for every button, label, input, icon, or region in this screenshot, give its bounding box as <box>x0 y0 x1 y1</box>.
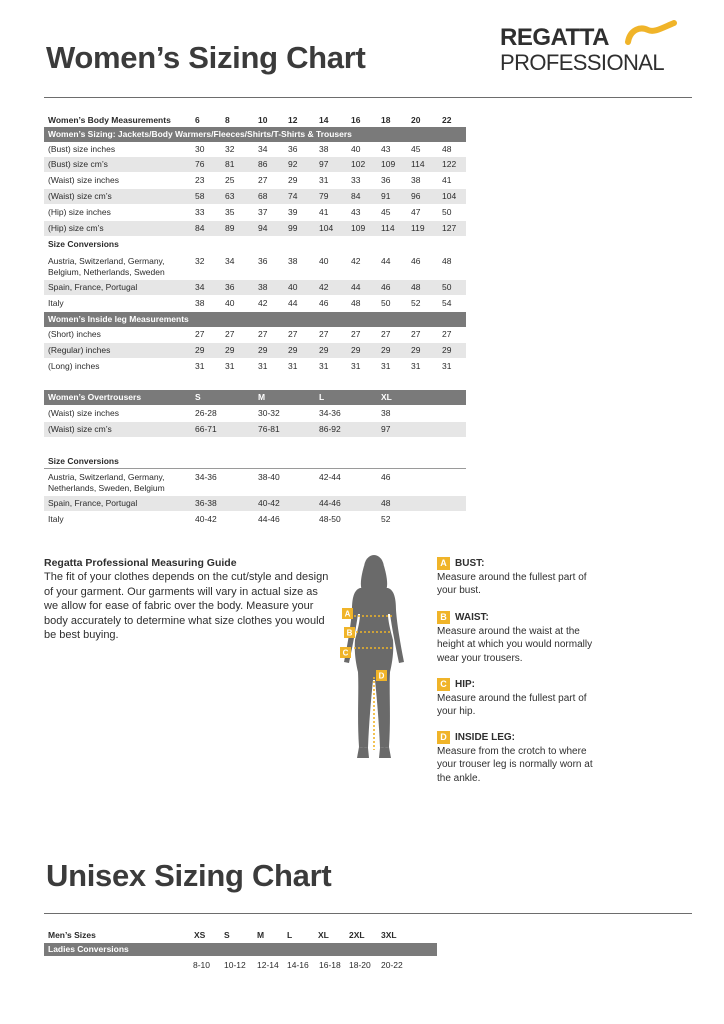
table-cell: 74 <box>288 191 298 201</box>
table-row <box>44 296 466 311</box>
table-row <box>44 406 466 421</box>
table-cell: 23 <box>195 175 205 185</box>
table-cell: 66-71 <box>195 424 217 434</box>
legend-bust <box>437 557 607 598</box>
table-cell: 27 <box>288 329 298 339</box>
ladies-conversions-header <box>44 943 437 956</box>
table-cell: 68 <box>258 191 268 201</box>
table-cell: 44-46 <box>319 498 341 508</box>
table-cell: 48 <box>442 256 452 266</box>
table-cell: 29 <box>319 345 329 355</box>
table-cell: 43 <box>351 207 361 217</box>
table-cell: 42-44 <box>319 472 341 482</box>
table-cell: 25 <box>225 175 235 185</box>
table-cell: 97 <box>319 159 329 169</box>
row-label: Spain, France, Portugal <box>48 282 138 292</box>
table-row <box>44 327 466 342</box>
table-cell: 36 <box>258 256 268 266</box>
table-cell: 96 <box>411 191 421 201</box>
table-cell: 31 <box>411 361 421 371</box>
table-row <box>44 142 466 157</box>
table-cell: 104 <box>319 223 334 233</box>
table-cell: 38 <box>258 282 268 292</box>
subsection-header <box>44 454 466 469</box>
table-cell: 76 <box>195 159 205 169</box>
table-cell: 114 <box>411 159 425 169</box>
size-header: S <box>224 930 230 940</box>
table-row <box>44 189 466 204</box>
table-cell: 27 <box>258 329 268 339</box>
table-cell: 41 <box>442 175 452 185</box>
size-header: 18 <box>381 115 391 125</box>
table-cell: 31 <box>381 361 391 371</box>
table-cell: 40-42 <box>258 498 280 508</box>
size-header: XL <box>318 930 329 940</box>
table-cell: 48 <box>411 282 421 292</box>
table-cell: 50 <box>442 282 452 292</box>
row-label: Italy <box>48 514 64 524</box>
header-rule <box>44 97 692 98</box>
ladies-value: 14-16 <box>287 960 309 970</box>
table-cell: 40 <box>319 256 329 266</box>
table-cell: 92 <box>288 159 298 169</box>
table-cell: 86 <box>258 159 268 169</box>
table-cell: 122 <box>442 159 457 169</box>
table-cell: 63 <box>225 191 235 201</box>
legend-text: Measure from the crotch to where your trouser leg is normally worn at the ankle. <box>437 745 593 784</box>
table-cell: 31 <box>225 361 235 371</box>
ladies-value: 20-22 <box>381 960 403 970</box>
table-cell: 31 <box>319 361 329 371</box>
row-label: (Short) inches <box>48 329 101 339</box>
table-cell: 31 <box>319 175 329 185</box>
table-cell: 42 <box>319 282 329 292</box>
table-cell: 97 <box>381 424 391 434</box>
size-header: 8 <box>225 115 230 125</box>
row-label: Austria, Switzerland, Germany, Belgium, Netherlands, Sweden <box>48 256 165 277</box>
table-cell: 29 <box>195 345 205 355</box>
table-cell: 84 <box>195 223 205 233</box>
table-cell: 36 <box>381 175 391 185</box>
table-cell: 86-92 <box>319 424 341 434</box>
table-cell: 52 <box>411 298 421 308</box>
table-cell: 45 <box>411 144 421 154</box>
table-cell: 46 <box>411 256 421 266</box>
table-cell: 41 <box>319 207 329 217</box>
legend-title: WAIST: <box>455 612 489 623</box>
table-cell: 30 <box>195 144 205 154</box>
table-cell: 27 <box>319 329 329 339</box>
table-cell: 31 <box>288 361 298 371</box>
table-cell: 44 <box>288 298 298 308</box>
ladies-value: 12-14 <box>257 960 279 970</box>
table-cell: 114 <box>381 223 395 233</box>
figure-marker-d: D <box>378 671 385 681</box>
table-cell: 27 <box>442 329 452 339</box>
table-cell: 29 <box>288 175 298 185</box>
row-label: (Waist) size inches <box>48 175 120 185</box>
table-cell: 31 <box>195 361 205 371</box>
size-header: 2XL <box>349 930 365 940</box>
table-cell: 27 <box>381 329 391 339</box>
ladies-conversions-row <box>44 959 437 972</box>
table-cell: S <box>195 392 201 402</box>
row-label: Women’s Overtrousers <box>48 392 142 402</box>
table-cell: 32 <box>225 144 235 154</box>
legend-text: Measure around the waist at the height at which you would normally wear your trousers. <box>437 625 593 664</box>
table-cell: 46 <box>381 472 391 482</box>
size-header: 14 <box>319 115 329 125</box>
row-label: (Bust) size cm’s <box>48 159 108 169</box>
table-cell: 44 <box>381 256 391 266</box>
table-row <box>44 359 466 374</box>
table-cell: 29 <box>351 345 361 355</box>
table-row <box>44 253 466 281</box>
table-cell: 99 <box>288 223 298 233</box>
size-header: L <box>287 930 293 940</box>
table-row <box>44 343 466 358</box>
table-cell: 34-36 <box>195 472 217 482</box>
table-cell: 48-50 <box>319 514 341 524</box>
table-cell: 84 <box>351 191 361 201</box>
table-cell: 40 <box>225 298 235 308</box>
badge-b: B <box>437 611 450 624</box>
size-header: 12 <box>288 115 298 125</box>
table-cell: 91 <box>381 191 391 201</box>
table-cell: 54 <box>442 298 452 308</box>
badge-a: A <box>437 557 450 570</box>
row-label: (Bust) size inches <box>48 144 116 154</box>
table-header-row <box>44 113 466 128</box>
row-label: (Waist) size cm’s <box>48 424 112 434</box>
table-cell: 27 <box>411 329 421 339</box>
table-cell: 48 <box>381 498 391 508</box>
table-cell: 47 <box>411 207 421 217</box>
figure-marker-a: A <box>344 609 351 619</box>
body-silhouette-figure <box>330 552 410 767</box>
table-cell: 119 <box>411 223 425 233</box>
row-label: (Hip) size inches <box>48 207 111 217</box>
table-cell: 109 <box>351 223 366 233</box>
table-cell: 42 <box>258 298 268 308</box>
row-label: Size Conversions <box>48 239 119 249</box>
table-cell: 29 <box>381 345 391 355</box>
size-header: 22 <box>442 115 452 125</box>
table-row <box>44 469 466 497</box>
table-cell: 31 <box>258 361 268 371</box>
ladies-value: 8-10 <box>193 960 211 970</box>
table-cell: 38 <box>411 175 421 185</box>
figure-marker-b: B <box>346 628 353 638</box>
table-cell: 45 <box>381 207 391 217</box>
table-cell: 31 <box>442 361 452 371</box>
section-header <box>44 390 466 405</box>
legend-waist <box>437 611 607 665</box>
table-cell: 42 <box>351 256 361 266</box>
page-title: Women’s Sizing Chart <box>46 40 366 75</box>
legend-hip <box>437 678 607 719</box>
table-cell: 58 <box>195 191 205 201</box>
brand-logo <box>500 20 690 76</box>
table-cell: 43 <box>381 144 391 154</box>
ladies-value: 10-12 <box>224 960 246 970</box>
table-cell: 34-36 <box>319 408 341 418</box>
table-cell: 30-32 <box>258 408 280 418</box>
brand-swoosh-icon <box>624 20 680 46</box>
table-cell: XL <box>381 392 392 402</box>
size-header: 10 <box>258 115 268 125</box>
table-cell: 109 <box>381 159 396 169</box>
table-cell: 36 <box>288 144 298 154</box>
table-cell: 89 <box>225 223 235 233</box>
badge-d: D <box>437 731 450 744</box>
legend-title: INSIDE LEG: <box>455 732 516 743</box>
size-header: M <box>257 930 265 940</box>
table-cell: 46 <box>319 298 329 308</box>
unisex-rule <box>44 913 692 914</box>
row-label: Spain, France, Portugal <box>48 498 138 508</box>
table-row <box>44 157 466 172</box>
table-cell: 27 <box>258 175 268 185</box>
table-cell: 32 <box>195 256 205 266</box>
table-cell: 81 <box>225 159 235 169</box>
table-cell: 26-28 <box>195 408 217 418</box>
row-label: Italy <box>48 298 64 308</box>
table-cell: 29 <box>442 345 452 355</box>
section-header <box>44 312 466 327</box>
table-cell: 104 <box>442 191 457 201</box>
row-label: (Waist) size inches <box>48 408 120 418</box>
table-cell: 37 <box>258 207 268 217</box>
table-cell: 36-38 <box>195 498 217 508</box>
table-cell: 27 <box>225 329 235 339</box>
table-row <box>44 512 466 527</box>
table-row <box>44 205 466 220</box>
column-header-label: Women’s Body Measurements <box>48 115 171 125</box>
row-label: (Regular) inches <box>48 345 111 355</box>
size-header: 16 <box>351 115 361 125</box>
badge-c: C <box>437 678 450 691</box>
table-cell: L <box>319 392 325 402</box>
table-cell: 29 <box>411 345 421 355</box>
section-header <box>44 127 466 142</box>
table-cell: 48 <box>442 144 452 154</box>
table-cell: 127 <box>442 223 457 233</box>
size-header: 6 <box>195 115 200 125</box>
legend-title: BUST: <box>455 558 485 569</box>
row-label: (Long) inches <box>48 361 100 371</box>
legend-text: Measure around the fullest part of your bust. <box>437 571 587 596</box>
table-cell: 102 <box>351 159 366 169</box>
ladies-value: 18-20 <box>349 960 371 970</box>
table-row <box>44 221 466 236</box>
table-cell: 40-42 <box>195 514 217 524</box>
section-label: Women’s Sizing: Jackets/Body Warmers/Fleeces/Shirts/T-Shirts & Trousers <box>48 129 352 139</box>
table-cell: 76-81 <box>258 424 280 434</box>
table-cell: 29 <box>288 345 298 355</box>
table-cell: 38 <box>381 408 391 418</box>
table-cell: 36 <box>225 282 235 292</box>
table-cell: 50 <box>442 207 452 217</box>
unisex-header-row <box>44 929 437 942</box>
table-cell: 27 <box>195 329 205 339</box>
ladies-conversions-label: Ladies Conversions <box>48 944 129 954</box>
table-cell: 40 <box>351 144 361 154</box>
table-cell: 38 <box>195 298 205 308</box>
guide-text: The fit of your clothes depends on the cut/style and design of your garment. Our garments will vary in actual size as we allow for ease of fabric over the body. Measure your body accurately to determine what size clothes you would be best buying. <box>44 571 329 641</box>
table-cell: 40 <box>288 282 298 292</box>
table-cell: 44 <box>351 282 361 292</box>
row-label: Women’s Inside leg Measurements <box>48 314 189 324</box>
figure-marker-c: C <box>342 648 349 658</box>
row-label: (Waist) size cm’s <box>48 191 112 201</box>
table-cell: 34 <box>195 282 205 292</box>
brand-name: REGATTA <box>500 24 609 51</box>
guide-title: Regatta Professional Measuring Guide <box>44 557 237 569</box>
table-cell: 34 <box>258 144 268 154</box>
mens-sizes-label: Men’s Sizes <box>48 930 96 940</box>
size-header: XS <box>194 930 206 940</box>
table-row <box>44 173 466 188</box>
subsection-header <box>44 237 466 252</box>
table-row <box>44 422 466 437</box>
table-cell: 48 <box>351 298 361 308</box>
table-cell: 31 <box>351 361 361 371</box>
table-cell: 79 <box>319 191 329 201</box>
table-cell: 52 <box>381 514 391 524</box>
table-cell: M <box>258 392 266 402</box>
table-cell: 29 <box>258 345 268 355</box>
legend-title: HIP: <box>455 679 475 690</box>
size-header: 3XL <box>381 930 397 940</box>
table-row <box>44 496 466 511</box>
unisex-title: Unisex Sizing Chart <box>46 858 332 893</box>
ladies-value: 16-18 <box>319 960 341 970</box>
table-cell: 44-46 <box>258 514 280 524</box>
table-cell: 38 <box>319 144 329 154</box>
table-cell: 38-40 <box>258 472 280 482</box>
table-cell: 39 <box>288 207 298 217</box>
table-cell: 38 <box>288 256 298 266</box>
size-header: 20 <box>411 115 421 125</box>
row-label: Austria, Switzerland, Germany, Netherlands, Sweden, Belgium <box>48 472 165 493</box>
legend-inside-leg <box>437 731 607 785</box>
table-cell: 33 <box>195 207 205 217</box>
table-cell: 94 <box>258 223 268 233</box>
table-cell: 35 <box>225 207 235 217</box>
brand-subname: PROFESSIONAL <box>500 50 664 75</box>
table-cell: 50 <box>381 298 391 308</box>
legend-text: Measure around the fullest part of your hip. <box>437 692 587 717</box>
row-label: Size Conversions <box>48 456 119 466</box>
table-cell: 27 <box>351 329 361 339</box>
table-cell: 34 <box>225 256 235 266</box>
table-cell: 33 <box>351 175 361 185</box>
row-label: (Hip) size cm’s <box>48 223 104 233</box>
table-cell: 46 <box>381 282 391 292</box>
table-row <box>44 280 466 295</box>
table-cell: 29 <box>225 345 235 355</box>
